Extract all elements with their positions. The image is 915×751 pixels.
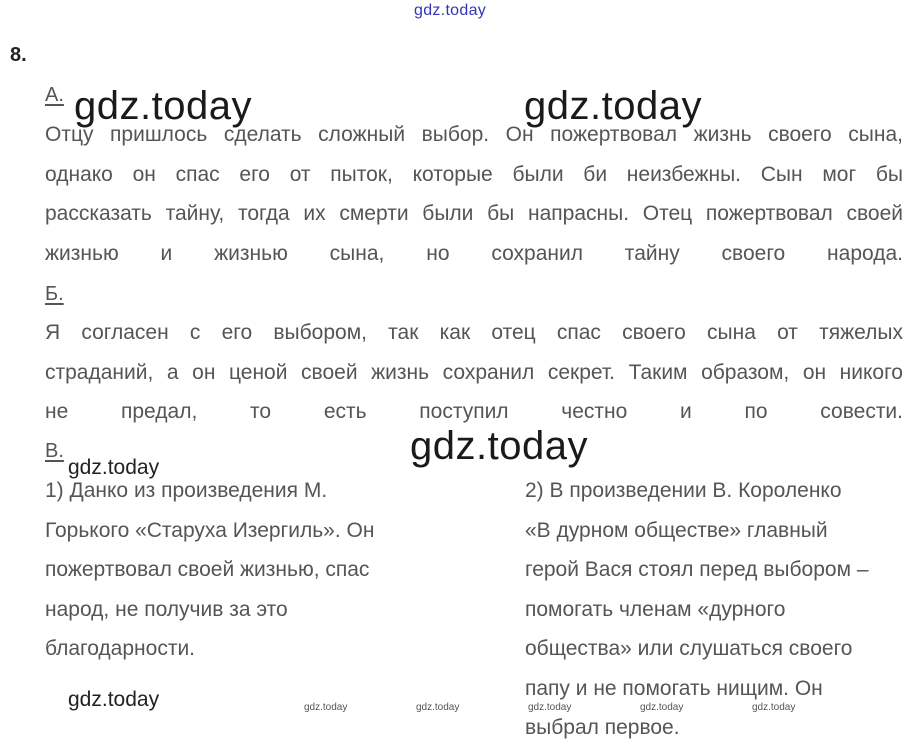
watermark-big-3: gdz.today: [410, 424, 588, 468]
section-c-right-line: общества» или слушаться своего: [525, 637, 853, 660]
section-c-left-column: [45, 471, 495, 669]
watermark-mid-1: gdz.today: [68, 456, 160, 479]
watermark-small-2: gdz.today: [416, 702, 460, 713]
section-a-line: Отцу пришлось сделать сложный выбор. Он пожертвовал жизнь своего сына,: [45, 123, 903, 146]
section-b-line: не предал, то есть поступил честно и по совести.: [45, 400, 903, 423]
section-b-label: Б.: [45, 283, 64, 305]
section-a-text: [45, 115, 903, 273]
section-c-right-line: выбрал первое.: [525, 716, 680, 739]
section-c-right-line: папу и не помогать нищим. Он: [525, 676, 823, 700]
section-c-right-line: 2) В произведении В. Короленко: [525, 479, 842, 502]
section-c-right-line: помогать членам «дурного: [525, 597, 786, 621]
section-c-right-line: герой Вася стоял перед выбором –: [525, 558, 869, 581]
section-c-left-line: благодарности.: [45, 637, 196, 660]
watermark-small-3: gdz.today: [528, 702, 572, 713]
section-b-text: [45, 313, 903, 432]
watermark-top: gdz.today: [414, 2, 487, 19]
section-c-label: В.: [45, 440, 64, 462]
section-c-right-column: [525, 471, 910, 748]
section-b-line: страданий, а он ценой своей жизнь сохранил секрет. Таким образом, он никого: [45, 360, 903, 384]
section-c-left-line: пожертвовал своей жизнью, спас: [45, 558, 370, 581]
watermark-small-4: gdz.today: [640, 702, 684, 713]
section-a-line: однако он спас его от пыток, которые были би неизбежны. Сын мог бы: [45, 162, 903, 186]
watermark-small-5: gdz.today: [752, 702, 796, 713]
watermark-mid-2: gdz.today: [68, 688, 160, 711]
task-number: 8.: [10, 44, 27, 66]
section-c-left-line: народ, не получив за это: [45, 597, 288, 621]
section-c-left-line: 1) Данко из произведения М.: [45, 479, 328, 502]
section-c-right-line: «В дурном обществе» главный: [525, 518, 828, 542]
section-b-line: Я согласен с его выбором, так как отец спас своего сына от тяжелых: [45, 321, 903, 344]
section-a-line: рассказать тайну, тогда их смерти были бы напрасны. Отец пожертвовал своей: [45, 202, 903, 225]
watermark-big-1: gdz.today: [74, 84, 252, 128]
section-a-line: жизнью и жизнью сына, но сохранил тайну своего народа.: [45, 241, 903, 265]
section-a-label: А.: [45, 84, 64, 106]
section-c-left-line: Горького «Старуха Изергиль». Он: [45, 518, 375, 542]
watermark-big-2: gdz.today: [524, 84, 702, 128]
watermark-small-1: gdz.today: [304, 702, 348, 713]
